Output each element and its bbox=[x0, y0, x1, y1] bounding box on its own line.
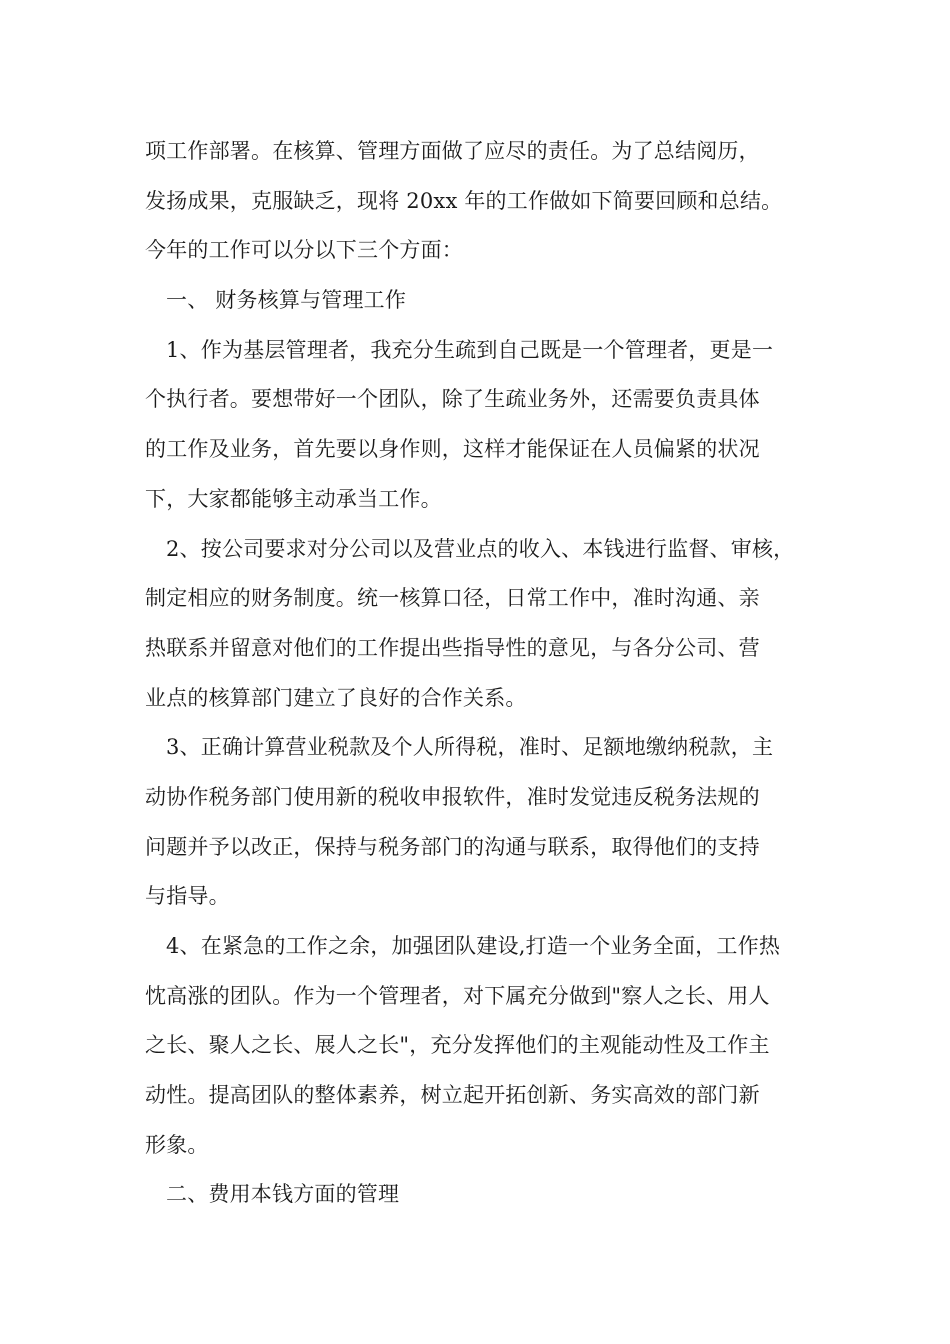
paragraph-start-line: 3、正确计算营业税款及个人所得税，准时、足额地缴纳税款，主 bbox=[166, 735, 774, 760]
paragraph-start-line: 1、作为基层管理者，我充分生疏到自己既是一个管理者，更是一 bbox=[166, 337, 774, 362]
paragraph-start-line: 2、按公司要求对分公司以及营业点的收入、本钱进行监督、审核， bbox=[166, 536, 795, 561]
text-line: 与指导。 bbox=[145, 884, 230, 909]
text-line: 今年的工作可以分以下三个方面： bbox=[145, 238, 463, 263]
text-line: 问题并予以改正，保持与税务部门的沟通与联系，取得他们的支持 bbox=[145, 834, 760, 859]
text-line: 之长、聚人之长、展人之长"，充分发挥他们的主观能动性及工作主 bbox=[145, 1033, 770, 1058]
text-line: 下，大家都能够主动承当工作。 bbox=[145, 486, 442, 511]
paragraph-start-line: 二、费用本钱方面的管理 bbox=[166, 1182, 400, 1207]
text-line: 动协作税务部门使用新的税收申报软件，准时发觉违反税务法规的 bbox=[145, 784, 760, 809]
paragraph-start-line: 4、在紧急的工作之余，加强团队建设,打造一个业务全面，工作热 bbox=[166, 934, 781, 958]
text-line: 发扬成果，克服缺乏，现将 20xx 年的工作做如下简要回顾和总结。 bbox=[145, 188, 783, 213]
text-line: 动性。提高团队的整体素养，树立起开拓创新、务实高效的部门新 bbox=[145, 1083, 760, 1108]
text-line: 个执行者。要想带好一个团队，除了生疏业务外，还需要负责具体 bbox=[145, 387, 760, 412]
text-line: 热联系并留意对他们的工作提出些指导性的意见，与各分公司、营 bbox=[145, 635, 760, 660]
text-line: 制定相应的财务制度。统一核算口径，日常工作中，准时沟通、亲 bbox=[145, 586, 760, 611]
text-line: 形象。 bbox=[145, 1132, 209, 1157]
paragraph-start-line: 一、 财务核算与管理工作 bbox=[166, 288, 407, 313]
document-body bbox=[145, 127, 825, 1220]
text-line: 项工作部署。在核算、管理方面做了应尽的责任。为了总结阅历， bbox=[145, 139, 760, 163]
text-line: 的工作及业务，首先要以身作则，这样才能保证在人员偏紧的状况 bbox=[145, 437, 760, 462]
text-line: 业点的核算部门建立了良好的合作关系。 bbox=[145, 685, 527, 710]
text-line: 忱高涨的团队。作为一个管理者，对下属充分做到"察人之长、用人 bbox=[145, 983, 770, 1008]
